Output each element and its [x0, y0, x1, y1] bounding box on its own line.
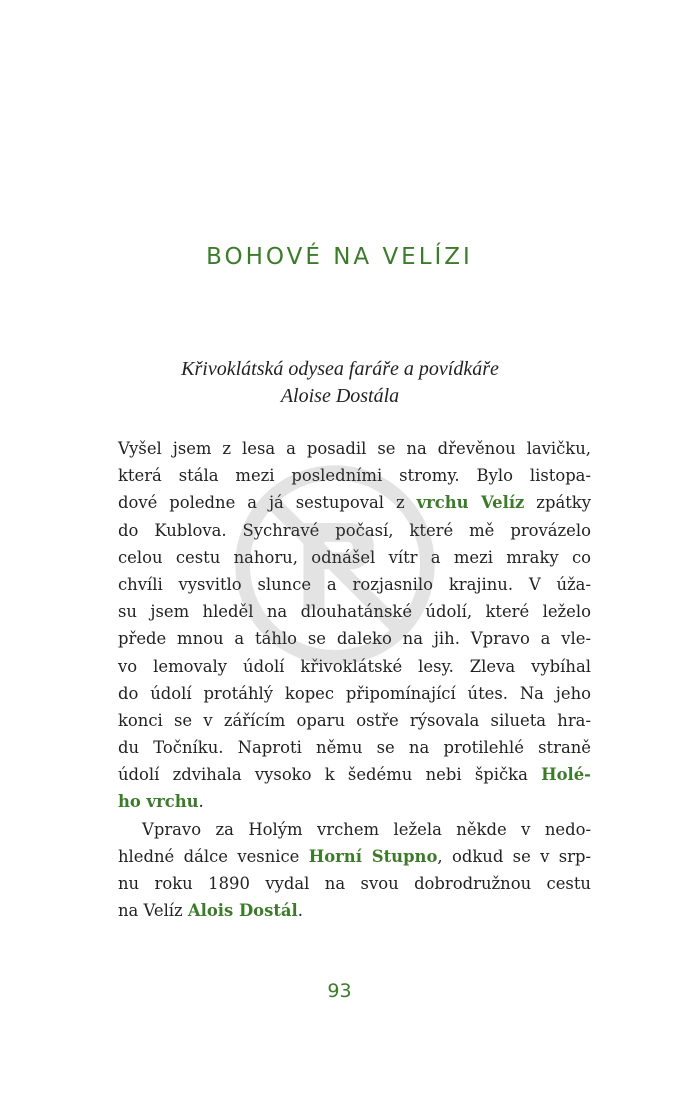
text-line: konci se v zářícím oparu ostře rýsovala silueta hra- — [118, 710, 591, 730]
text-line: vo lemovaly údolí křivoklátské lesy. Zleva vybíhal — [118, 656, 591, 676]
text-line: přede mnou a táhlo se daleko na jih. Vpravo a vle- — [118, 629, 591, 649]
subtitle-line: Křivoklátská odysea faráře a povídkáře — [181, 358, 499, 380]
text-line: celou cestu nahoru, odnášel vítr a mezi mraky co — [118, 547, 591, 567]
text-line: do údolí protáhlý kopec připomínající útes. Na jeho — [118, 683, 591, 703]
highlighted-term: vrchu Velíz — [416, 493, 525, 513]
body-text — [118, 435, 591, 924]
chapter-subtitle — [110, 356, 570, 410]
subtitle-line: Aloise Dostála — [280, 385, 400, 407]
highlighted-term: ho vrchu — [118, 792, 199, 812]
text-line: nu roku 1890 vydal na svou dobrodružnou cestu — [118, 874, 591, 893]
chapter-title: BOHOVÉ NA VELÍZI — [206, 244, 473, 270]
text-line: chvíli vysvitlo slunce a rozjasnilo krajinu. V úža- — [118, 574, 591, 594]
text-line: hledné dálce vesnice Horní Stupno, odkud se v srp- — [118, 846, 592, 866]
highlighted-term: Holé- — [541, 765, 591, 785]
text-line: dové poledne a já sestupoval z vrchu Velíz zpátky — [118, 493, 591, 513]
text-line: na Velíz Alois Dostál. — [118, 901, 303, 921]
text-line: Vpravo za Holým vrchem ležela někde v nedo- — [142, 819, 591, 839]
page-number: 93 — [327, 980, 352, 1002]
text-line: která stála mezi posledními stromy. Bylo listopa- — [118, 466, 591, 486]
text-line: Vyšel jsem z lesa a posadil se na dřevěnou lavičku, — [118, 439, 591, 458]
text-line: do Kublova. Sychravé počasí, které mě provázelo — [118, 520, 591, 540]
highlighted-term: Horní Stupno — [308, 846, 438, 866]
text-line: du Točníku. Naproti němu se na protilehlé straně — [118, 738, 591, 758]
text-line: údolí zdvihala vysoko k šedému nebi špička Holé- — [118, 765, 591, 785]
highlighted-term: Alois Dostál — [187, 901, 298, 921]
text-line: su jsem hleděl na dlouhatánské údolí, které leželo — [118, 602, 591, 622]
text-line: ho vrchu. — [118, 792, 204, 812]
